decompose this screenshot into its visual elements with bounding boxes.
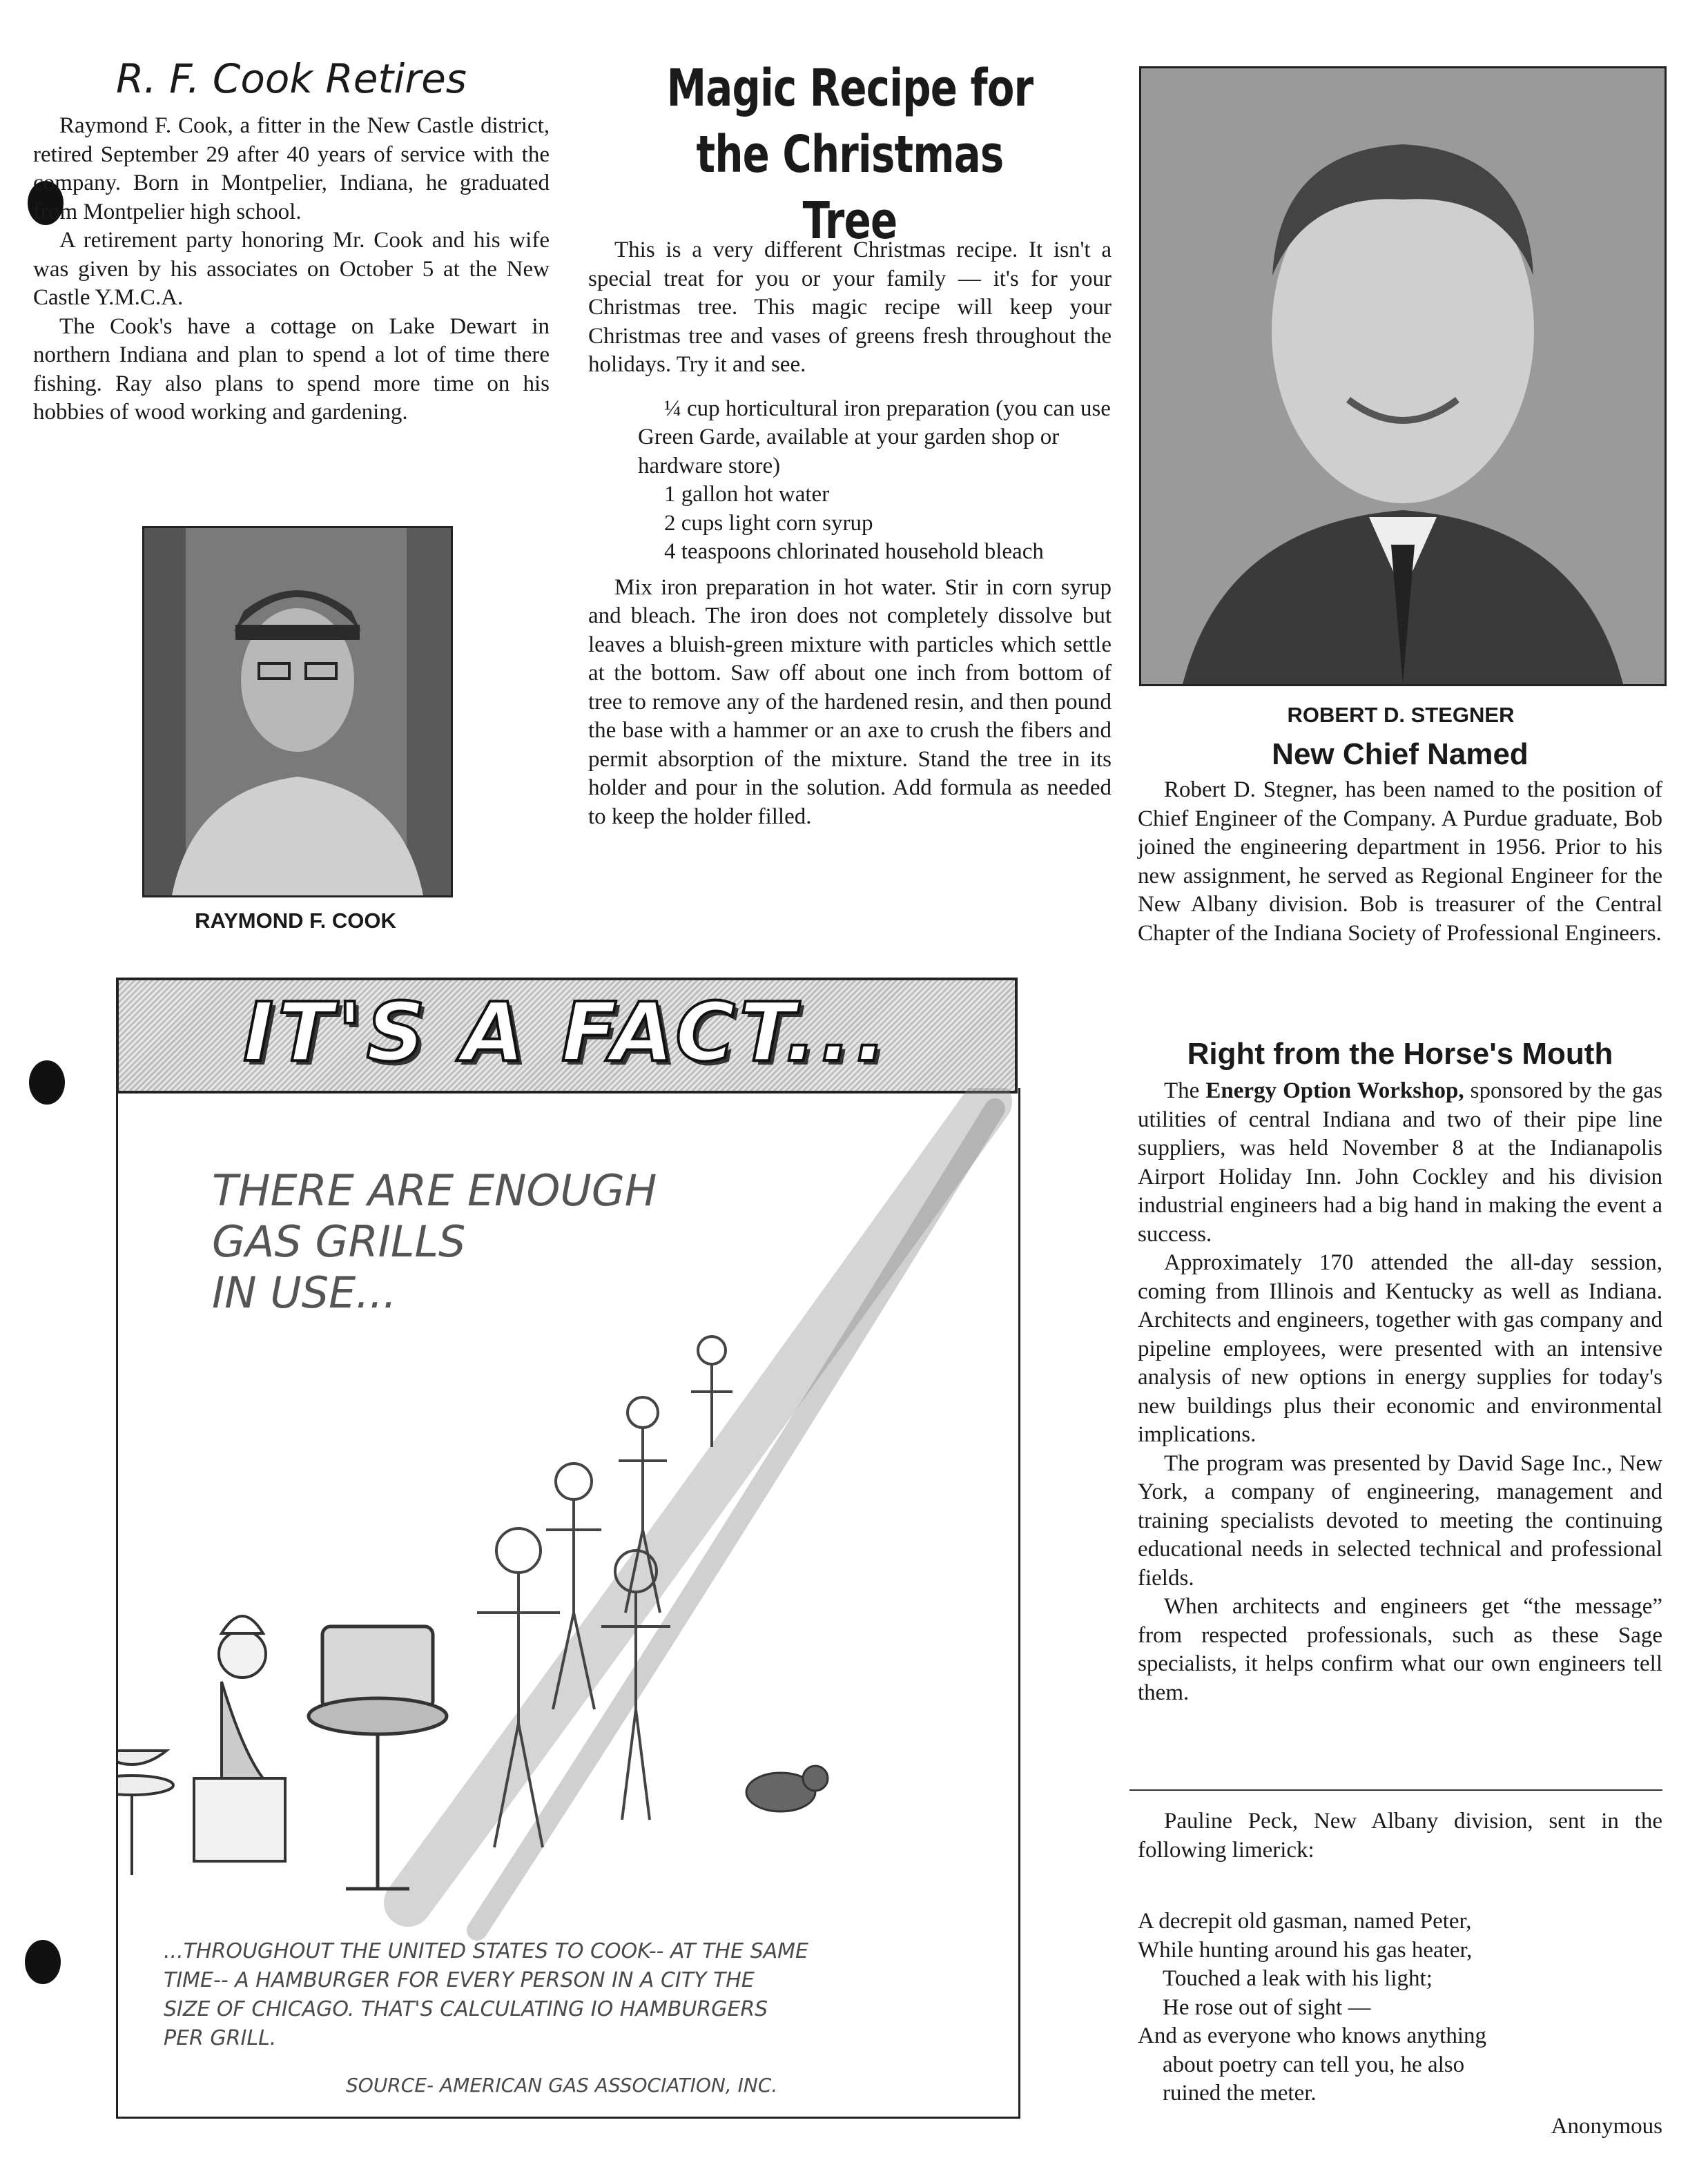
fact-headline-line: THERE ARE ENOUGH bbox=[212, 1165, 657, 1216]
fact-caption-line: TIME-- A HAMBURGER FOR EVERY PERSON IN A CITY THE bbox=[164, 1968, 755, 1992]
horse-paragraph-4: When architects and engineers get “the message” from respected professionals, such as these Sage specialists, it helps confirm what our own engineers tell them. bbox=[1138, 1594, 1662, 1705]
fact-headline bbox=[212, 1165, 657, 1319]
limerick-line: Touched a leak with his light; bbox=[1163, 1966, 1433, 1991]
limerick-section bbox=[1138, 1807, 1662, 2139]
fact-cartoon-panel bbox=[116, 1088, 1020, 2119]
section-divider bbox=[1129, 1789, 1662, 1791]
limerick-line: ruined the meter. bbox=[1163, 2081, 1317, 2106]
limerick-line: While hunting around his gas heater, bbox=[1138, 1937, 1473, 1963]
fact-banner-text: IT'S A FACT... bbox=[243, 984, 891, 1080]
horse-paragraph-3: The program was presented by David Sage Inc., New York, a company of engineering, management and training specialists devoted to meeting the continuing educational needs in selected technical and professional fields. bbox=[1138, 1450, 1662, 1591]
recipe-article bbox=[588, 55, 1112, 831]
binder-hole-bottom bbox=[25, 1940, 61, 1984]
recipe-title-line-1: Magic Recipe for bbox=[666, 59, 1033, 118]
cook-portrait-illustration bbox=[144, 528, 451, 895]
horse-paragraph-1 bbox=[1138, 1077, 1662, 1249]
stegner-title: New Chief Named bbox=[1272, 737, 1529, 771]
cook-paragraph-3: The Cook's have a cottage on Lake Dewart in northern Indiana and plan to spend a lot of time there fishing. Ray also plans to spend more time on his hobbies of wood working and gardening. bbox=[33, 313, 550, 425]
cook-paragraph-1: Raymond F. Cook, a fitter in the New Castle district, retired September 29 after 40 years of service with the company. Born in Montpelier, Indiana, he graduated from Montpelier high school. bbox=[33, 113, 550, 224]
stegner-article bbox=[1138, 737, 1662, 948]
ingredient-item: 2 cups light corn syrup bbox=[664, 510, 873, 536]
cook-body bbox=[33, 112, 550, 427]
horse-article bbox=[1138, 1037, 1662, 1707]
limerick-poem bbox=[1138, 1907, 1662, 2108]
fact-caption bbox=[164, 1937, 808, 2053]
workshop-name: Energy Option Workshop, bbox=[1205, 1078, 1464, 1103]
cook-photo-caption: RAYMOND F. COOK bbox=[195, 908, 396, 933]
recipe-title-line-2: the Christmas Tree bbox=[696, 125, 1004, 251]
limerick-line: He rose out of sight — bbox=[1163, 1994, 1371, 2020]
limerick-author: Anonymous bbox=[1551, 2113, 1662, 2139]
cook-title: R. F. Cook Retires bbox=[115, 55, 467, 102]
stegner-photo-caption: ROBERT D. STEGNER bbox=[1287, 703, 1515, 727]
fact-headline-line: IN USE... bbox=[212, 1267, 397, 1318]
limerick-line: A decrepit old gasman, named Peter, bbox=[1138, 1909, 1472, 1934]
horse-p1-prefix: The bbox=[1164, 1078, 1206, 1103]
recipe-instructions: Mix iron preparation in hot water. Stir in corn syrup and bleach. The iron does not completely dissolve but leaves a bluish-green mixture with particles which settle at the bottom. Saw off about one inch from bottom of tree to remove any of the hardened resin, and then pound the base with a hammer or an axe to crush the fibers and permit absorption of the mixture. Stand the tree in its holder and pour in the solution. Add formula as needed to keep the holder filled. bbox=[588, 574, 1112, 829]
ingredient-item: ¼ cup horticultural iron preparation (you can use Green Garde, available at your garden shop or hardware store) bbox=[638, 396, 1111, 478]
fact-banner bbox=[116, 978, 1018, 1094]
stegner-photo bbox=[1139, 66, 1667, 686]
horse-paragraph-2: Approximately 170 attended the all-day session, coming from Illinois and Kentucky as well as Indiana. Architects and engineers, together with gas company and pipeline employees, were presented with an intensive analysis of new options in energy supplies for today's new buildings plus their economic and environmental implications. bbox=[1138, 1250, 1662, 1447]
fact-headline-line: GAS GRILLS bbox=[212, 1216, 466, 1267]
ingredient-item: 1 gallon hot water bbox=[664, 482, 830, 507]
limerick-line: And as everyone who knows anything bbox=[1138, 2023, 1486, 2048]
stegner-paragraph: Robert D. Stegner, has been named to the position of Chief Engineer of the Company. A Purdue graduate, Bob joined the engineering department in 1956. Prior to his new assignment, he served as Regional Engineer for the New Albany division. Bob is treasurer of the Central Chapter of the Indiana Society of Professional Engineers. bbox=[1138, 777, 1662, 946]
fact-caption-line: SIZE OF CHICAGO. THAT'S CALCULATING IO HAMBURGERS bbox=[164, 1997, 768, 2021]
horse-p1-rest: sponsored by the gas utilities of central Indiana and two of their pipe line suppliers, was held November 8 at the Indianapolis Airport Holiday Inn. John Cockley and his division industrial engineers had a big hand in making the event a success. bbox=[1138, 1078, 1662, 1247]
horse-title: Right from the Horse's Mouth bbox=[1187, 1037, 1613, 1071]
binder-hole-middle bbox=[29, 1060, 65, 1105]
recipe-ingredients bbox=[588, 395, 1112, 567]
recipe-body bbox=[588, 236, 1112, 831]
ingredient-item: 4 teaspoons chlorinated household bleach bbox=[664, 539, 1044, 564]
limerick-intro: Pauline Peck, New Albany division, sent in the following limerick: bbox=[1138, 1809, 1662, 1863]
stegner-portrait-illustration bbox=[1141, 68, 1665, 684]
fact-caption-line: PER GRILL. bbox=[164, 2026, 277, 2050]
cook-photo bbox=[142, 526, 453, 897]
limerick-line: about poetry can tell you, he also bbox=[1163, 2052, 1465, 2077]
fact-source: SOURCE- AMERICAN GAS ASSOCIATION, INC. bbox=[346, 2074, 778, 2097]
cook-paragraph-2: A retirement party honoring Mr. Cook and his wife was given by his associates on October 5 at the New Castle Y.M.C.A. bbox=[33, 228, 550, 310]
cook-article bbox=[33, 55, 550, 427]
fact-caption-line: ...THROUGHOUT THE UNITED STATES TO COOK-- AT THE SAME bbox=[164, 1939, 808, 1963]
recipe-intro: This is a very different Christmas recipe. It isn't a special treat for you or your family — it's for your Christmas tree. This magic recipe will keep your Christmas tree and vases of greens fresh throughout the holidays. Try it and see. bbox=[588, 237, 1112, 377]
